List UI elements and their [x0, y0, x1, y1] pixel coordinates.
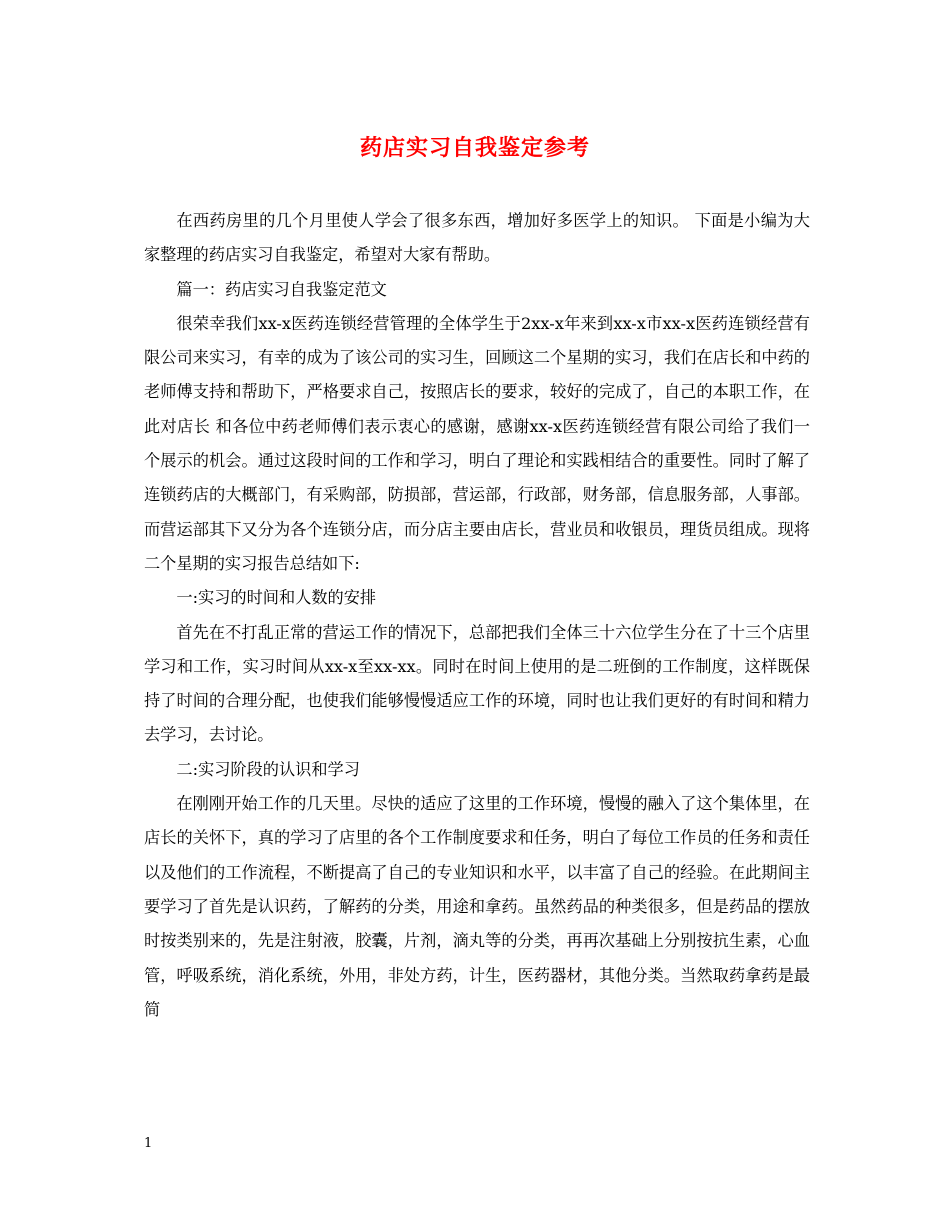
paragraph-learning: 在刚刚开始工作的几天里。尽快的适应了这里的工作环境，慢慢的融入了这个集体里，在店长的关怀下，真的学习了店里的各个工作制度要求和任务，明白了每位工作员的任务和责任以及他们的工作流程，不断提高了自己的专业知识和水平，以丰富了自己的经验。在此期间主要学习了首先是认识药，了解药的分类，用途和拿药。虽然药品的种类很多，但是药品的摆放时按类别来的，先是注射液，胶囊，片剂，滴丸等的分类，再再次基础上分别按抗生素，心血管，呼吸系统，消化系统，外用，非处方药，计生，医药器材，其他分类。当然取药拿药是最简 — [144, 794, 810, 1019]
body-text — [144, 204, 810, 1027]
page-title: 药店实习自我鉴定参考 — [359, 135, 590, 161]
paragraph-intro: 在西药房里的几个月里使人学会了很多东西，增加好多医学上的知识。 下面是小编为大家整理的药店实习自我鉴定，希望对大家有帮助。 — [144, 211, 810, 265]
paragraph-overview: 很荣幸我们xx-x医药连锁经营管理的全体学生于2xx-x年来到xx-x市xx-x医药连锁经营有限公司来实习，有幸的成为了该公司的实习生，回顾这二个星期的实习，我们在店长和中药的老师傅支持和帮助下，严格要求自己，按照店长的要求，较好的完成了，自己的本职工作，在此对店长 和各位中药老师傅们表示衷心的感谢，感谢xx-x医药连锁经营有限公司给了我们一个展示的机会。通过这段时间的工作和学习，明白了理论和实践相结合的重要性。同时了解了连锁药店的大概部门，有采购部，防损部，营运部，行政部，财务部，信息服务部，人事部。而营运部其下又分为各个连锁分店，而分店主要由店长，营业员和收银员，理货员组成。现将二个星期的实习报告总结如下: — [144, 313, 810, 573]
paragraph-schedule: 首先在不打乱正常的营运工作的情况下，总部把我们全体三十六位学生分在了十三个店里学习和工作，实习时间从xx-x至xx-xx。同时在时间上使用的是二班倒的工作制度，这样既保持了时间的合理分配，也使我们能够慢慢适应工作的环境，同时也让我们更好的有时间和精力去学习，去讨论。 — [144, 622, 810, 745]
section-heading-part-one: 篇一：药店实习自我鉴定范文 — [176, 279, 387, 299]
section-heading-learning: 二:实习阶段的认识和学习 — [176, 759, 360, 779]
section-heading-schedule: 一:实习的时间和人数的安排 — [176, 588, 377, 608]
page-number: 1 — [144, 1136, 153, 1151]
